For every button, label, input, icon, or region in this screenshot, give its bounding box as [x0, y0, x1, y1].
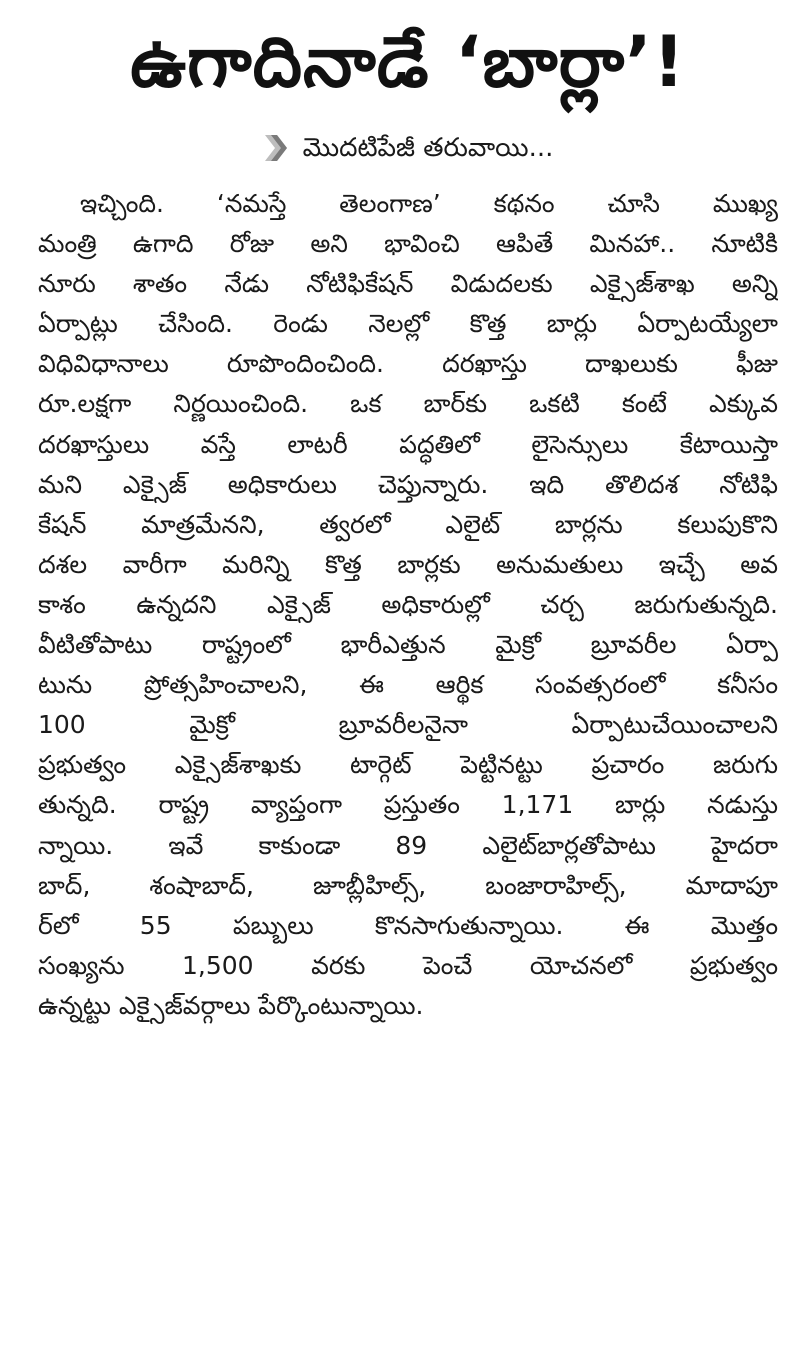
article-line: కాశం ఉన్నదని ఎక్సైజ్ అధికారుల్లో చర్చ జరుగుతున్నది.	[38, 589, 778, 619]
article-line: తున్నది. రాష్ట్ర వ్యాప్తంగా ప్రస్తుతం 1,171 బార్లు నడుస్తు	[38, 790, 778, 820]
article-line: ఉన్నట్టు ఎక్సైజ్‌వర్గాలు పేర్కొంటున్నాయి.	[38, 990, 424, 1020]
article-line: న్నాయి. ఇవే కాకుండా 89 ఎలైట్‌బార్లతోపాటు హైదరా	[38, 830, 778, 860]
headline: ఉగాదినాడే ‘బార్లా’!	[130, 21, 686, 103]
continuation-label: మొదటిపేజీ తరువాయి...	[302, 133, 554, 163]
article-line: ప్రభుత్వం ఎక్సైజ్‌శాఖకు టార్గెట్ పెట్టినట్టు ప్రచారం జరుగు	[38, 750, 778, 780]
article-line: దశల వారీగా మరిన్ని కొత్త బార్లకు అనుమతులు ఇచ్చే అవ	[38, 549, 778, 579]
article-line: బాద్, శంషాబాద్, జూబ్లీహిల్స్, బంజారాహిల్స్, మాదాపూ	[38, 870, 778, 900]
article-body	[38, 184, 778, 1026]
article-line: 100 మైక్రో బ్రూవరీలనైనా ఏర్పాటుచేయించాలని	[38, 710, 778, 740]
article-line: మని ఎక్సైజ్ అధికారులు చెప్తున్నారు. ఇది తొలిదశ నోటిఫి	[38, 469, 778, 499]
article-line: వీటితోపాటు రాష్ట్రంలో భారీఎత్తున మైక్రో బ్రూవరీల ఏర్పా	[38, 630, 778, 660]
article-line: నూరు శాతం నేడు నోటిఫికేషన్ విడుదలకు ఎక్సైజ్‌శాఖ అన్ని	[38, 269, 778, 299]
article-line: రూ.లక్షగా నిర్ణయించింది. ఒక బార్‌కు ఒకటి కంటే ఎక్కువ	[38, 389, 778, 419]
article-line: ర్‌లో 55 పబ్బులు కొనసాగుతున్నాయి. ఈ మొత్తం	[38, 910, 778, 940]
article-line: దరఖాస్తులు వస్తే లాటరీ పద్ధతిలో లైసెన్సులు కేటాయిస్తా	[38, 429, 778, 459]
article-line: విధివిధానాలు రూపొందించింది. దరఖాస్తు దాఖలుకు ఫీజు	[38, 349, 778, 379]
article-line: ఇచ్చింది. ‘నమస్తే తెలంగాణ’ కథనం చూసి ముఖ్య	[80, 189, 778, 218]
article-line: టును ప్రోత్సహించాలని, ఈ ఆర్థిక సంవత్సరంలో కనీసం	[38, 670, 778, 700]
article-line: మంత్రి ఉగాది రోజు అని భావించి ఆపితే మినహా.. నూటికి	[38, 229, 778, 259]
arrow-right-icon	[263, 133, 289, 163]
continuation-marker	[38, 118, 778, 178]
article-line: కేషన్ మాత్రమేనని, త్వరలో ఎలైట్ బార్లను కలుపుకొని	[38, 509, 778, 539]
article-line: ఏర్పాట్లు చేసింది. రెండు నెలల్లో కొత్త బార్లు ఏర్పాటయ్యేలా	[38, 309, 778, 339]
article-line: సంఖ్యను 1,500 వరకు పెంచే యోచనలో ప్రభుత్వం	[38, 950, 778, 980]
